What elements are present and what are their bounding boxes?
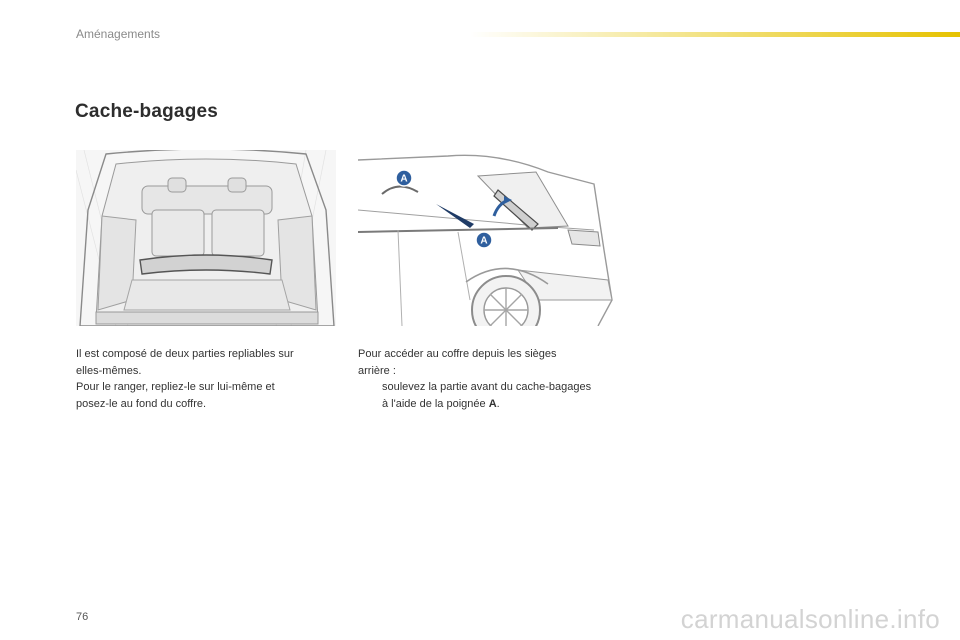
bullet-line-2-prefix: à l'aide de la poignée: [382, 397, 489, 410]
left-line-4: posez-le au fond du coffre.: [76, 397, 207, 410]
bullet-line-1: soulevez la partie avant du cache-bagages: [382, 381, 592, 393]
handle-a-badge-top: [396, 170, 412, 186]
left-line-1: Il est composé de deux parties repliables sur: [76, 348, 294, 360]
bullet-line-2-bold: A: [488, 397, 497, 410]
bullet-line-2-suffix: .: [496, 397, 500, 410]
handle-a-label-bottom: A: [480, 235, 488, 247]
bullet-text: [382, 379, 628, 412]
page-title: Cache-bagages: [75, 101, 219, 122]
handle-a-badge-bottom: [476, 232, 492, 248]
watermark: carmanualsonline.info: [680, 604, 940, 634]
section-header: Aménagements: [76, 27, 161, 41]
left-line-2: elles-mêmes.: [76, 364, 142, 377]
right-intro-1: Pour accéder au coffre depuis les sièges: [358, 348, 557, 360]
page-number: 76: [76, 611, 89, 623]
left-paragraph: [76, 346, 336, 412]
handle-a-label-top: A: [400, 173, 408, 185]
trunk-interior-illustration: [76, 150, 336, 326]
right-paragraph: [358, 346, 628, 412]
header-accent-bar: [470, 32, 960, 37]
left-line-3: Pour le ranger, repliez-le sur lui-même et: [76, 381, 275, 393]
right-intro-2: arrière :: [358, 364, 396, 377]
instruction-bullet: [358, 379, 628, 412]
bullet-icon: [358, 379, 382, 412]
car-side-illustration: [358, 150, 614, 326]
